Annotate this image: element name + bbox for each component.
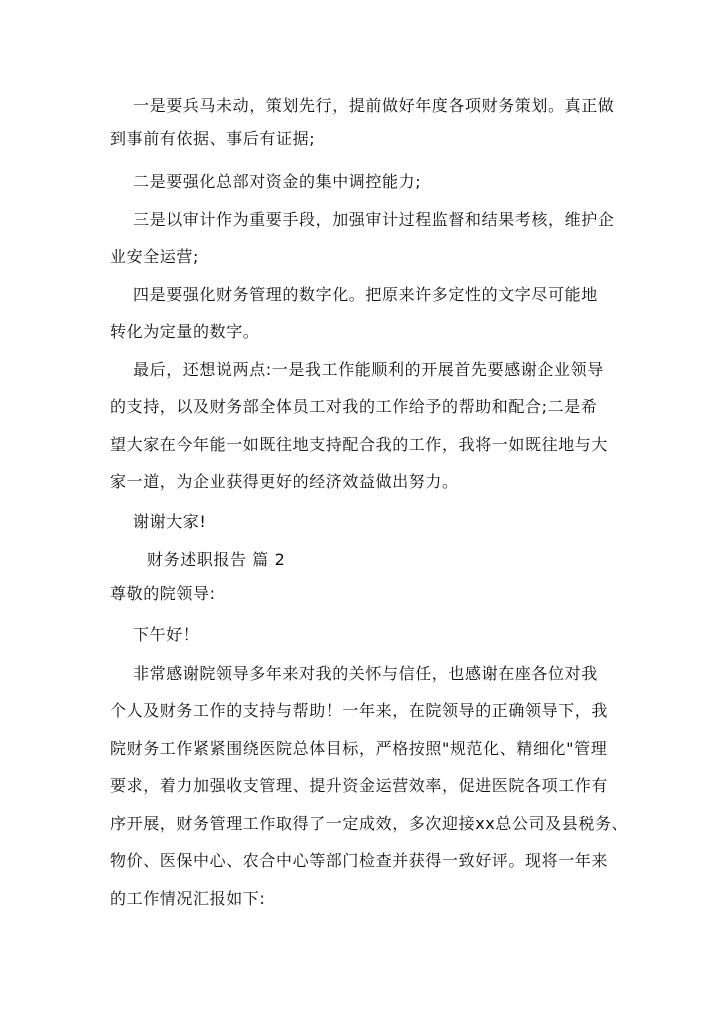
paragraph-line: 非常感谢院领导多年来对我的关怀与信任，也感谢在座各位对我 — [133, 664, 598, 683]
greeting: 下午好！ — [133, 625, 200, 644]
salutation: 尊敬的院领导: — [110, 584, 216, 603]
paragraph-line: 序开展，财务管理工作取得了一定成效，多次迎接xx总公司及县税务、 — [110, 814, 629, 833]
paragraph-line: 个人及财务工作的支持与帮助！一年来，在院领导的正确领导下，我 — [110, 701, 609, 720]
paragraph-line: 三是以审计作为重要手段，加强审计过程监督和结果考核，维护企 — [133, 210, 615, 229]
paragraph-line: 望大家在今年能一如既往地支持配合我的工作，我将一如既往地与大 — [110, 435, 609, 454]
paragraph-line: 最后，还想说两点:一是我工作能顺利的开展首先要感谢企业领导 — [133, 360, 604, 379]
paragraph-line: 要求，着力加强收支管理、提升资金运营效率，促进医院各项工作有 — [110, 776, 609, 795]
paragraph-line: 院财务工作紧紧围绕医院总体目标，严格按照"规范化、精细化"管理 — [110, 739, 608, 758]
section-heading: 财务述职报告 篇 2 — [147, 550, 286, 569]
paragraph-line: 的支持，以及财务部全体员工对我的工作给予的帮助和配合;二是希 — [110, 397, 598, 416]
paragraph-line: 家一道，为企业获得更好的经济效益做出努力。 — [110, 472, 459, 491]
paragraph-line: 四是要强化财务管理的数字化。把原来许多定性的文字尽可能地 — [133, 285, 598, 304]
paragraph-line: 二是要强化总部对资金的集中调控能力; — [133, 172, 422, 191]
paragraph-line: 谢谢大家! — [133, 512, 207, 531]
paragraph-line: 转化为定量的数字。 — [110, 322, 260, 341]
paragraph-line: 一是要兵马未动，策划先行，提前做好年度各项财务策划。真正做 — [133, 96, 615, 115]
paragraph-line: 的工作情况汇报如下: — [110, 889, 266, 908]
paragraph-line: 到事前有依据、事后有证据; — [110, 129, 316, 148]
paragraph-line: 物价、医保中心、农合中心等部门检查并获得一致好评。现将一年来 — [110, 851, 609, 870]
paragraph-line: 业安全运营; — [110, 247, 199, 266]
